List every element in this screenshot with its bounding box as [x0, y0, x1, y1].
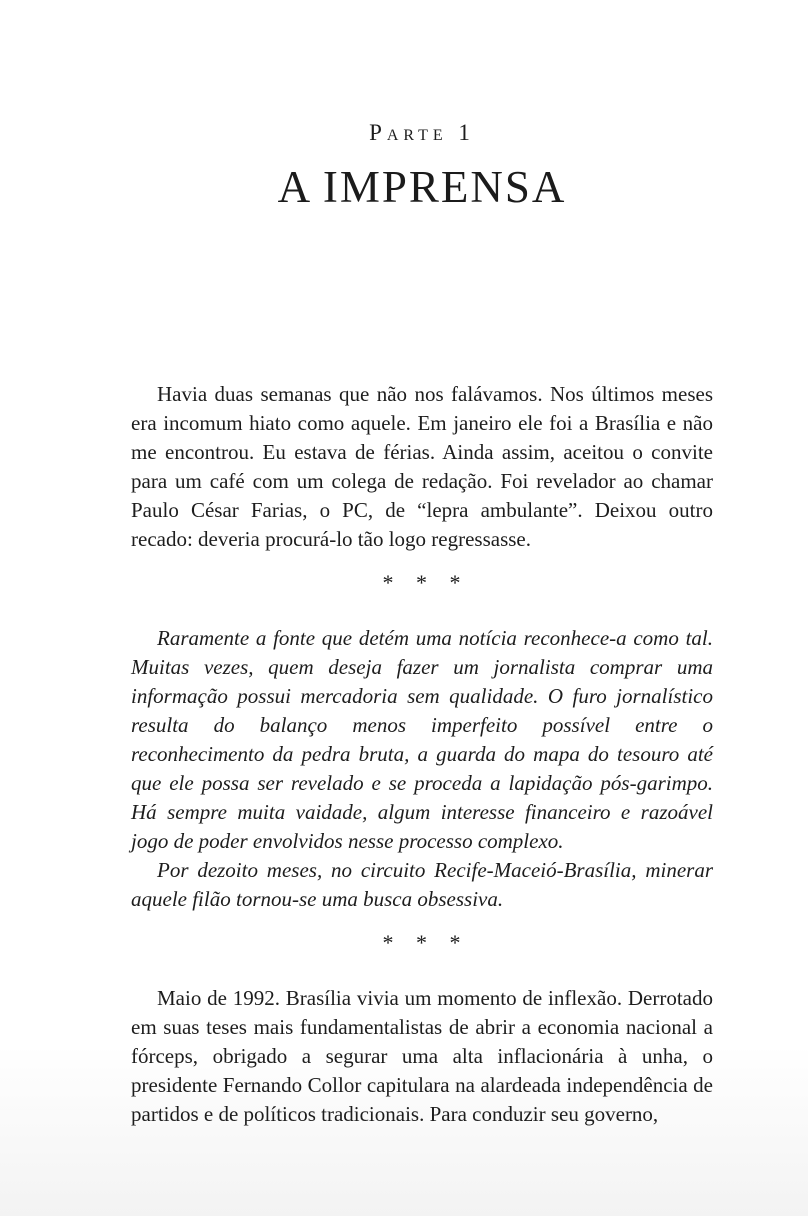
- paragraph-maio-1992: Maio de 1992. Brasília vivia um momento de inflexão. Derrotado em suas teses mais fundamentalistas de abrir a economia nacional a fórceps, obrigado a segurar uma alta inflacionária à unha, o presidente Fernando Collor capitulara na alardeada independência de partidos e de políticos tradicionais. Para conduzir seu governo,: [131, 986, 713, 1126]
- part-title: A IMPRENSA: [277, 162, 567, 212]
- section-separator: * * *: [382, 570, 462, 595]
- section-separator: * * *: [382, 930, 462, 955]
- part-label: Parte 1: [369, 120, 475, 145]
- chapter-header: [131, 0, 713, 212]
- paragraph-italic-reflection: Raramente a fonte que detém uma notícia reconhece-a como tal. Muitas vezes, quem deseja fazer um jornalista comprar uma informação possui mercadoria sem qualidade. O furo jornalístico resulta do balanço menos imperfeito possível entre o reconhecimento da pedra bruta, a guarda do mapa do tesouro até que ele possa ser revelado e se proceda a lapidação pós-garimpo. Há sempre muita vaidade, algum interesse financeiro e razoável jogo de poder envolvidos nesse processo complexo.: [131, 626, 713, 853]
- body-text-block: [131, 380, 713, 1129]
- paragraph-opening: Havia duas semanas que não nos falávamos. Nos últimos meses era incomum hiato como aquele. Em janeiro ele foi a Brasília e não me encontrou. Eu estava de férias. Ainda assim, aceitou o convite para um café com um colega de redação. Foi revelador ao chamar Paulo César Farias, o PC, de “lepra ambulante”. Deixou outro recado: deveria procurá-lo tão logo regressasse.: [131, 382, 713, 551]
- paragraph-italic-closing: Por dezoito meses, no circuito Recife-Maceió-Brasília, minerar aquele filão tornou-se uma busca obsessiva.: [131, 858, 713, 911]
